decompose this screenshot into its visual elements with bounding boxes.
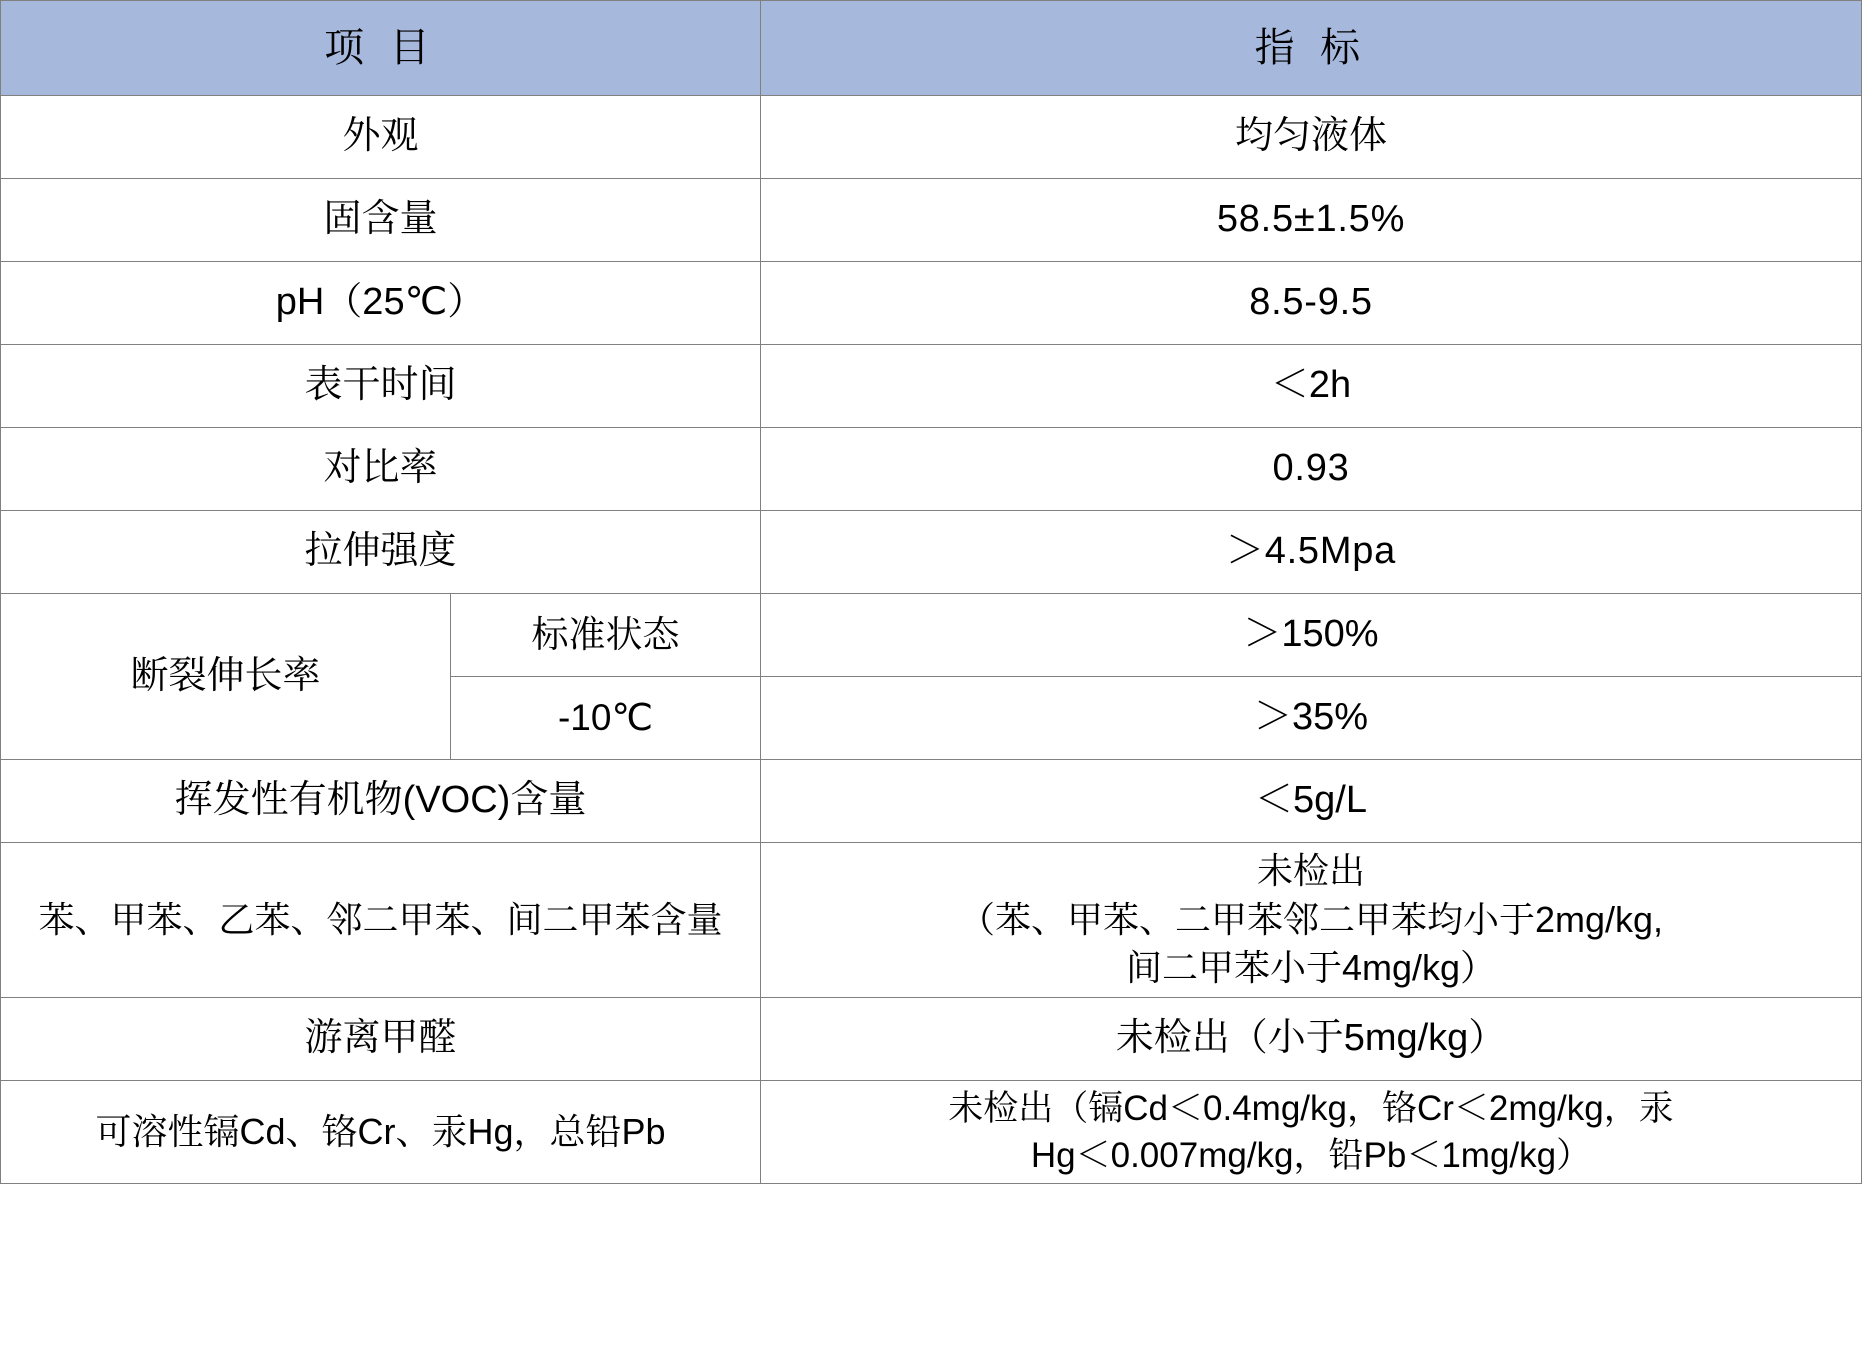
column-header-index: 指 标	[761, 1, 1862, 96]
value-line-2: Hg＜0.007mg/kg，铅Pb＜1mg/kg）	[1030, 1136, 1592, 1176]
row-label: 挥发性有机物(VOC)含量	[1, 760, 761, 843]
row-label: 固含量	[1, 179, 761, 262]
row-label: pH（25℃）	[1, 262, 761, 345]
row-label: 苯、甲苯、乙苯、邻二甲苯、间二甲苯含量	[1, 843, 761, 998]
table-row-formaldehyde	[1, 997, 1862, 1080]
sub-condition-label: 标准状态	[451, 594, 761, 677]
row-label: 可溶性镉Cd、铬Cr、汞Hg，总铅Pb	[1, 1080, 761, 1184]
table-row-benzene	[1, 843, 1862, 998]
table-row-voc	[1, 760, 1862, 843]
table-row	[1, 428, 1862, 511]
table-row	[1, 179, 1862, 262]
row-value: ＞35%	[761, 677, 1862, 760]
row-value: 未检出（小于5mg/kg）	[761, 997, 1862, 1080]
value-line-1: 未检出	[1256, 850, 1365, 891]
row-value: 0.93	[761, 428, 1862, 511]
row-value: ＜5g/L	[761, 760, 1862, 843]
row-value: 58.5±1.5%	[761, 179, 1862, 262]
row-value: 8.5-9.5	[761, 262, 1862, 345]
row-value: 均匀液体	[761, 96, 1862, 179]
row-label: 表干时间	[1, 345, 761, 428]
table-row-elongation-standard	[1, 594, 1862, 677]
table-row-heavy-metals	[1, 1080, 1862, 1184]
row-value	[761, 1080, 1862, 1184]
table-row	[1, 96, 1862, 179]
table-row	[1, 511, 1862, 594]
row-value: ＞4.5Mpa	[761, 511, 1862, 594]
row-label: 拉伸强度	[1, 511, 761, 594]
value-line-1: 未检出（镉Cd＜0.4mg/kg，铬Cr＜2mg/kg，汞	[948, 1088, 1674, 1128]
row-label-elongation: 断裂伸长率	[1, 594, 451, 760]
row-value: ＞150%	[761, 594, 1862, 677]
row-label: 对比率	[1, 428, 761, 511]
row-value: ＜2h	[761, 345, 1862, 428]
row-label: 外观	[1, 96, 761, 179]
table-header-row	[1, 1, 1862, 96]
value-line-3: 间二甲苯小于4mg/kg）	[1125, 947, 1497, 989]
column-header-item: 项 目	[1, 1, 761, 96]
row-label: 游离甲醛	[1, 997, 761, 1080]
sub-condition-label: -10℃	[451, 677, 761, 760]
table-row	[1, 262, 1862, 345]
value-line-2: （苯、甲苯、二甲苯邻二甲苯均小于2mg/kg,	[958, 898, 1664, 940]
table-row	[1, 345, 1862, 428]
row-value	[761, 843, 1862, 998]
